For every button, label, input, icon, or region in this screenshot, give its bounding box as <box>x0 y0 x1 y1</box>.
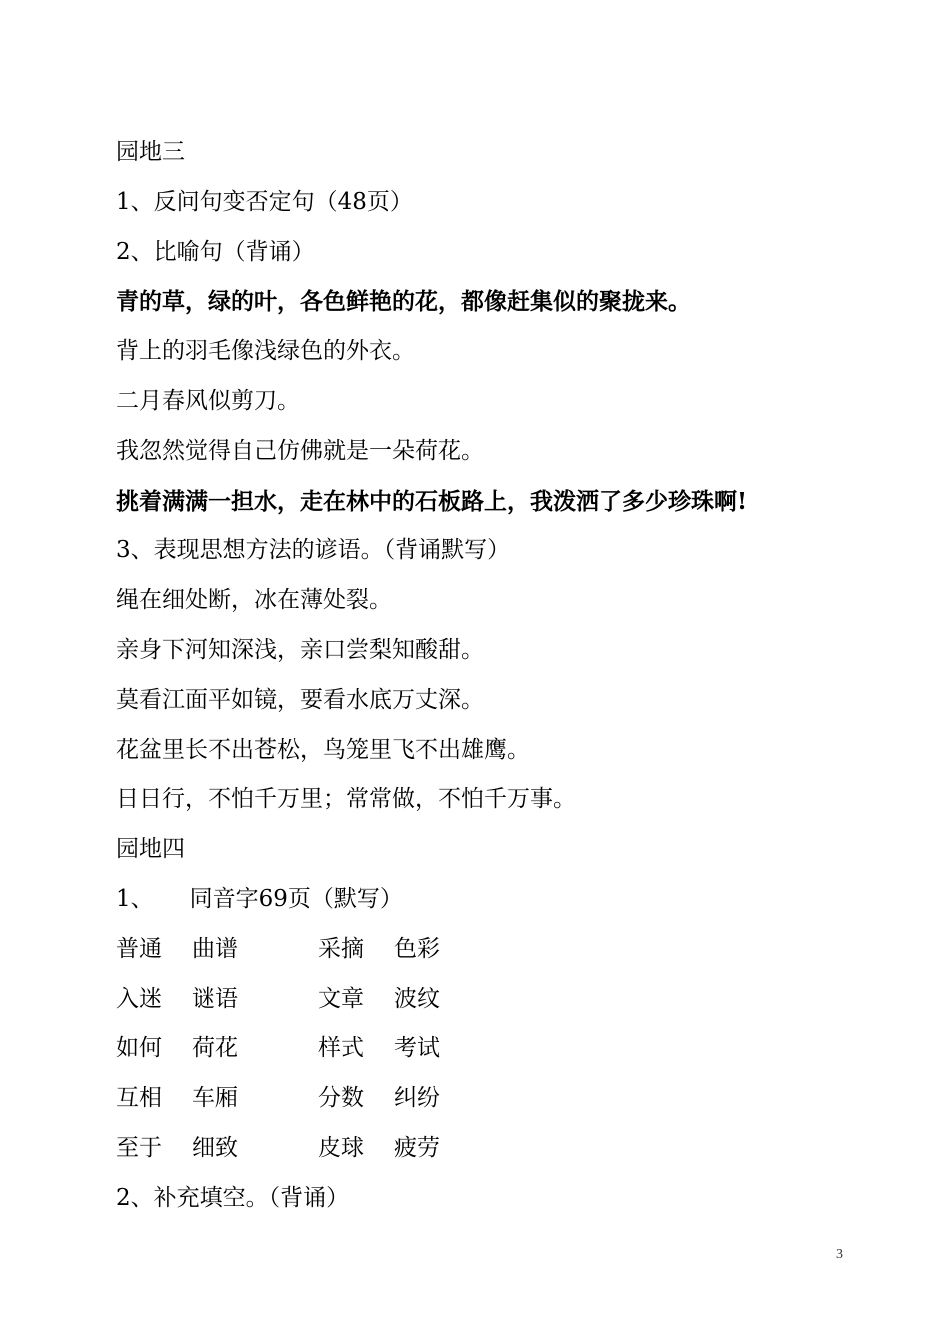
section-heading-yuandi-san: 园地三 <box>116 139 185 165</box>
item-proverbs: 3、表现思想方法的谚语。（背诵默写） <box>116 537 511 564</box>
homophone-word: 分数 <box>318 1085 364 1112</box>
homophone-word: 文章 <box>318 985 364 1012</box>
homophone-row <box>116 975 896 1025</box>
homophone-row <box>116 925 896 975</box>
homophone-word: 考试 <box>394 1035 440 1062</box>
homophone-word: 纠纷 <box>394 1085 440 1112</box>
homophone-word: 疲劳 <box>394 1134 440 1161</box>
simile-sentence: 我忽然觉得自己仿佛就是一朵荷花。 <box>116 437 484 464</box>
homophone-word: 细致 <box>192 1134 238 1161</box>
homophone-word: 谜语 <box>192 985 238 1012</box>
homophone-word: 色彩 <box>394 935 440 962</box>
homophone-word: 入迷 <box>116 985 162 1012</box>
homophone-row <box>116 1124 896 1174</box>
item-homophones <box>116 875 896 925</box>
proverb-line: 莫看江面平如镜，要看水底万丈深。 <box>116 686 484 713</box>
simile-sentence: 二月春风似剪刀。 <box>116 387 300 414</box>
homophone-word: 普通 <box>116 935 162 962</box>
item-text: 同音字69页（默写） <box>189 885 403 912</box>
homophone-word: 至于 <box>116 1134 162 1161</box>
homophone-word: 荷花 <box>192 1035 238 1062</box>
proverb-line: 花盆里长不出苍松，鸟笼里飞不出雄鹰。 <box>116 736 530 763</box>
homophone-word: 皮球 <box>318 1134 364 1161</box>
homophone-word: 波纹 <box>394 985 440 1012</box>
page-number: 3 <box>836 1247 843 1262</box>
document-content <box>116 128 896 1224</box>
homophone-word: 如何 <box>116 1035 162 1062</box>
proverb-line: 绳在细处断，冰在薄处裂。 <box>116 587 392 614</box>
item-number: 1、 <box>116 885 154 912</box>
homophone-row <box>116 1074 896 1124</box>
item-simile-sentences: 2、比喻句（背诵） <box>116 238 315 265</box>
homophone-word: 车厢 <box>192 1085 238 1112</box>
homophone-word: 采摘 <box>318 935 364 962</box>
homophone-word: 互相 <box>116 1085 162 1112</box>
simile-sentence: 青的草，绿的叶，各色鲜艳的花，都像赶集似的聚拢来。 <box>116 288 691 316</box>
homophone-row <box>116 1024 896 1074</box>
item-rhetorical-question: 1、反问句变否定句（48页） <box>116 188 413 215</box>
simile-sentence: 背上的羽毛像浅绿色的外衣。 <box>116 338 415 365</box>
homophone-word: 样式 <box>318 1035 364 1062</box>
proverb-line: 亲身下河知深浅，亲口尝梨知酸甜。 <box>116 636 484 663</box>
section-heading-yuandi-si: 园地四 <box>116 836 185 863</box>
item-fill-in-blanks: 2、补充填空。（背诵） <box>116 1184 350 1211</box>
proverb-line: 日日行，不怕千万里；常常做，不怕千万事。 <box>116 786 576 813</box>
simile-sentence: 挑着满满一担水，走在林中的石板路上，我泼洒了多少珍珠啊! <box>116 487 748 515</box>
homophone-word: 曲谱 <box>192 935 238 962</box>
